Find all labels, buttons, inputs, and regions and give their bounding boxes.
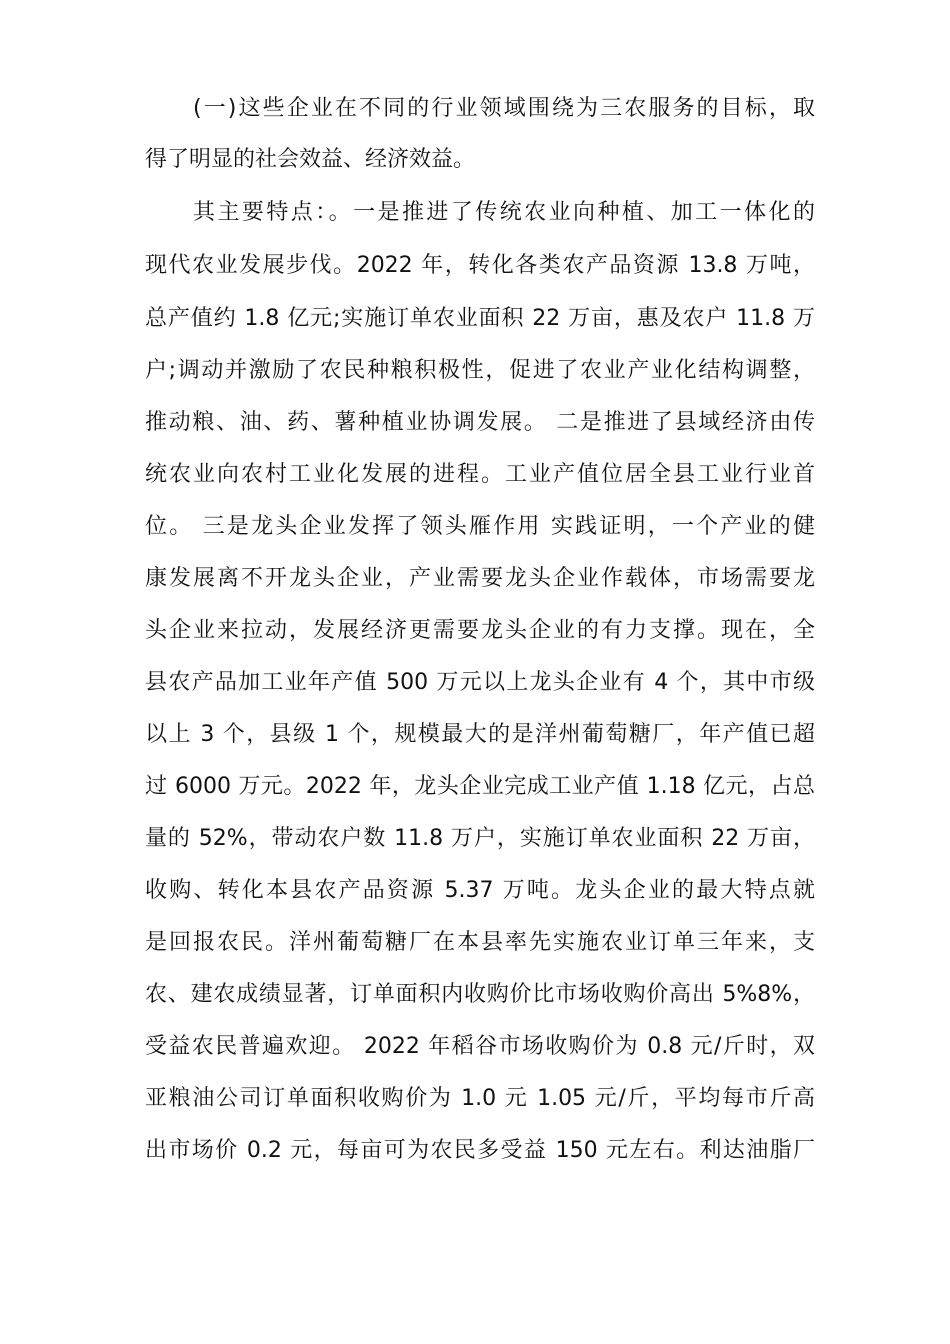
paragraph-2-line-8: 康发展离不开龙头企业，产业需要龙头企业作载体，市场需要龙 xyxy=(145,566,815,591)
paragraph-2-line-19: 出市场价 0.2 元，每亩可为农民多受益 150 元左右。利达油脂厂 xyxy=(145,1138,815,1163)
paragraph-1-line-2: 得了明显的社会效益、经济效益。 xyxy=(145,147,476,172)
paragraph-2-line-10: 县农产品加工业年产值 500 万元以上龙头企业有 4 个，其中市级 xyxy=(145,670,815,695)
paragraph-2-line-2: 现代农业发展步伐。2022 年，转化各类农产品资源 13.8 万吨， xyxy=(145,253,815,278)
paragraph-2-line-12: 过 6000 万元。2022 年，龙头企业完成工业产值 1.18 亿元，占总 xyxy=(145,774,815,799)
paragraph-2-line-11: 以上 3 个，县级 1 个，规模最大的是洋州葡萄糖厂，年产值已超 xyxy=(145,722,815,747)
paragraph-2-line-17: 受益农民普遍欢迎。 2022 年稻谷市场收购价为 0.8 元/斤时，双 xyxy=(145,1034,815,1059)
paragraph-2-line-9: 头企业来拉动，发展经济更需要龙头企业的有力支撑。现在，全 xyxy=(145,618,815,643)
paragraph-2-line-5: 推动粮、油、药、薯种植业协调发展。 二是推进了县域经济由传 xyxy=(145,410,815,435)
paragraph-2-line-18: 亚粮油公司订单面积收购价为 1.0 元 1.05 元/斤，平均每市斤高 xyxy=(145,1086,815,1111)
paragraph-2-line-14: 收购、转化本县农产品资源 5.37 万吨。龙头企业的最大特点就 xyxy=(145,878,815,903)
paragraph-1-line-1: (一)这些企业在不同的行业领域围绕为三农服务的目标，取 xyxy=(193,96,815,121)
paragraph-2-line-7: 位。 三是龙头企业发挥了领头雁作用 实践证明，一个产业的健 xyxy=(145,514,815,539)
paragraph-2-line-4: 户;调动并激励了农民种粮积极性，促进了农业产业化结构调整， xyxy=(145,358,815,383)
paragraph-2-line-1: 其主要特点：。一是推进了传统农业向种植、加工一体化的 xyxy=(193,200,815,225)
paragraph-2-line-6: 统农业向农村工业化发展的进程。工业产值位居全县工业行业首 xyxy=(145,462,815,487)
paragraph-2-line-3: 总产值约 1.8 亿元;实施订单农业面积 22 万亩，惠及农户 11.8 万 xyxy=(145,306,815,331)
paragraph-2-line-16: 农、建农成绩显著，订单面积内收购价比市场收购价高出 5%8%， xyxy=(145,982,815,1007)
paragraph-2-line-15: 是回报农民。洋州葡萄糖厂在本县率先实施农业订单三年来，支 xyxy=(145,930,815,955)
paragraph-2-line-13: 量的 52%，带动农户数 11.8 万户，实施订单农业面积 22 万亩， xyxy=(145,826,815,851)
